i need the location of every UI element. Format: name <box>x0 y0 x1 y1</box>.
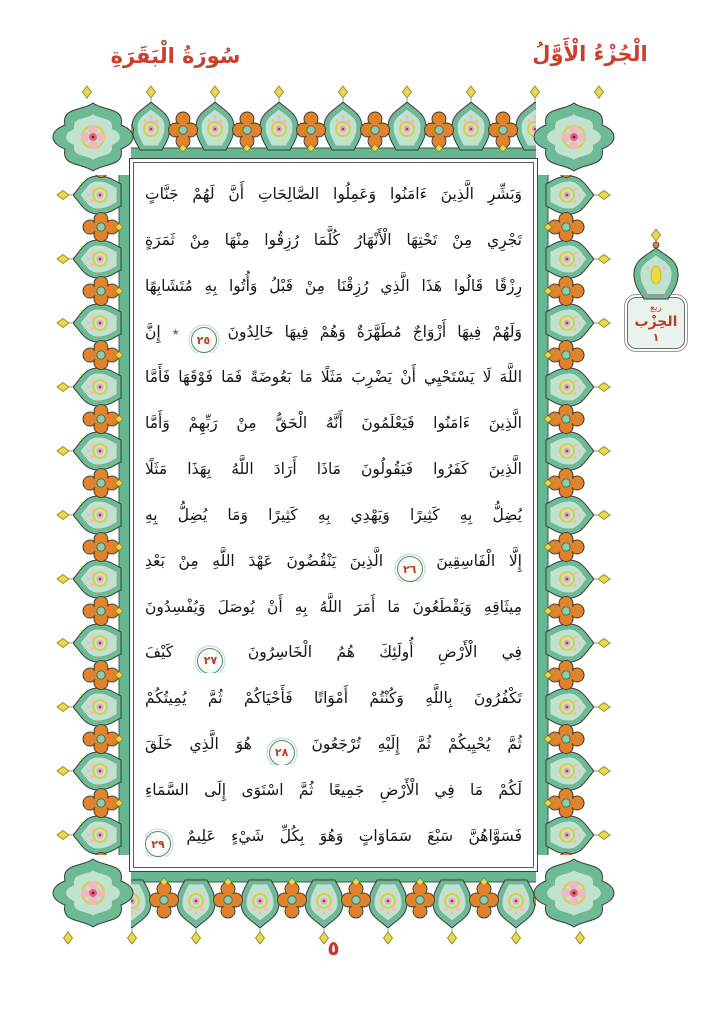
juz-title: الْجُزْءُ الْأَوَّلُ <box>532 42 648 66</box>
quran-line <box>145 356 522 398</box>
quran-text-segment: رِزْقًا قَالُوا هَذَا الَّذِي رُزِقْنَا مِنْ قَبْلُ وَأُتُوا بِهِ مُتَشَابِهًا <box>145 276 522 295</box>
quran-line <box>145 677 522 719</box>
quran-text-segment: الَّذِينَ يَنْقُضُونَ عَهْدَ اللَّهِ مِنْ بَعْدِ <box>145 551 384 570</box>
quran-text-segment: إِلَّا الْفَاسِقِينَ <box>436 551 522 570</box>
hizb-quarter-label: ربع <box>650 303 662 313</box>
quran-text-segment: تَجْرِي مِنْ تَحْتِهَا الْأَنْهَارُ كُلَّمَا رُزِقُوا مِنْهَا مِنْ ثَمَرَةٍ <box>145 230 522 249</box>
quran-line <box>145 219 522 261</box>
quran-line <box>145 448 522 490</box>
quran-line <box>145 265 522 307</box>
quran-text-segment: اللَّهَ لَا يَسْتَحْيِي أَنْ يَضْرِبَ مَثَلًا مَا بَعُوضَةً فَمَا فَوْقَهَا فَأَمَّا <box>145 368 522 387</box>
quran-text-segment: كَيْفَ <box>145 643 174 662</box>
ayah-number-badge: ٢٥ <box>191 327 217 353</box>
quran-text-segment: إِنَّ <box>145 322 161 341</box>
quran-line <box>145 311 522 353</box>
quran-text-segment: وَبَشِّرِ الَّذِينَ ءَامَنُوا وَعَمِلُوا الصَّالِحَاتِ أَنَّ لَهُمْ جَنَّاتٍ <box>145 185 522 203</box>
hizb-number: ١ <box>652 331 660 344</box>
quran-line <box>145 540 522 582</box>
quran-text-segment: ثُمَّ يُحْيِيكُمْ ثُمَّ إِلَيْهِ تُرْجَعُونَ <box>311 735 522 754</box>
quran-text-segment: لَكُمْ مَا فِي الْأَرْضِ جَمِيعًا ثُمَّ اسْتَوَى إِلَى السَّمَاءِ <box>145 780 522 799</box>
rub-el-hizb-star-icon: ٭ <box>171 323 180 340</box>
quran-line <box>145 494 522 536</box>
ayah-number-badge: ٢٦ <box>397 556 423 582</box>
quran-text-block <box>145 173 522 857</box>
hizb-label-box <box>627 297 685 349</box>
quran-text-segment: فِي الْأَرْضِ أُولَئِكَ هُمُ الْخَاسِرُونَ <box>247 643 522 662</box>
quran-text-segment: مِيثَاقِهِ وَيَقْطَعُونَ مَا أَمَرَ اللَّهُ بِهِ أَنْ يُوصَلَ وَيُفْسِدُونَ <box>145 597 522 616</box>
quran-line <box>145 586 522 628</box>
page-number: ٥ <box>327 936 340 960</box>
quran-text-segment: الَّذِينَ ءَامَنُوا فَيَعْلَمُونَ أَنَّهُ الْحَقُّ مِنْ رَبِّهِمْ وَأَمَّا <box>145 414 522 433</box>
hizb-name-label: الحِزْب <box>634 314 678 330</box>
hizb-marker <box>616 228 696 349</box>
quran-line <box>145 631 522 673</box>
quran-line <box>145 402 522 444</box>
quran-line <box>145 723 522 765</box>
quran-line <box>145 769 522 811</box>
ayah-number-badge: ٢٧ <box>197 648 223 674</box>
ayah-number-badge: ٢٨ <box>269 740 295 766</box>
quran-text-segment: فَسَوَّاهُنَّ سَبْعَ سَمَاوَاتٍ وَهُوَ بِكُلِّ شَيْءٍ عَلِيمٌ <box>186 826 522 845</box>
quran-text-segment: تَكْفُرُونَ بِاللَّهِ وَكُنْتُمْ أَمْوَاتًا فَأَحْيَاكُمْ ثُمَّ يُمِيتُكُمْ <box>145 689 522 708</box>
text-frame <box>129 158 538 872</box>
quran-text-segment: يُضِلُّ بِهِ كَثِيرًا وَيَهْدِي بِهِ كَثِيرًا وَمَا يُضِلُّ بِهِ <box>145 505 522 524</box>
ayah-number-badge: ٢٩ <box>145 831 171 857</box>
hizb-dome-ornament <box>624 228 688 300</box>
quran-line <box>145 815 522 857</box>
quran-text-segment: وَلَهُمْ فِيهَا أَزْوَاجٌ مُطَهَّرَةٌ وَهُمْ فِيهَا خَالِدُونَ <box>227 322 522 341</box>
text-frame-inner-rule <box>133 162 534 868</box>
quran-text-segment: هُوَ الَّذِي خَلَقَ <box>145 735 252 754</box>
quran-line <box>145 173 522 215</box>
quran-text-segment: الَّذِينَ كَفَرُوا فَيَقُولُونَ مَاذَا أَرَادَ اللَّهُ بِهَذَا مَثَلًا <box>145 460 522 479</box>
surah-title: سُورَةُ الْبَقَرَةِ <box>110 44 241 68</box>
